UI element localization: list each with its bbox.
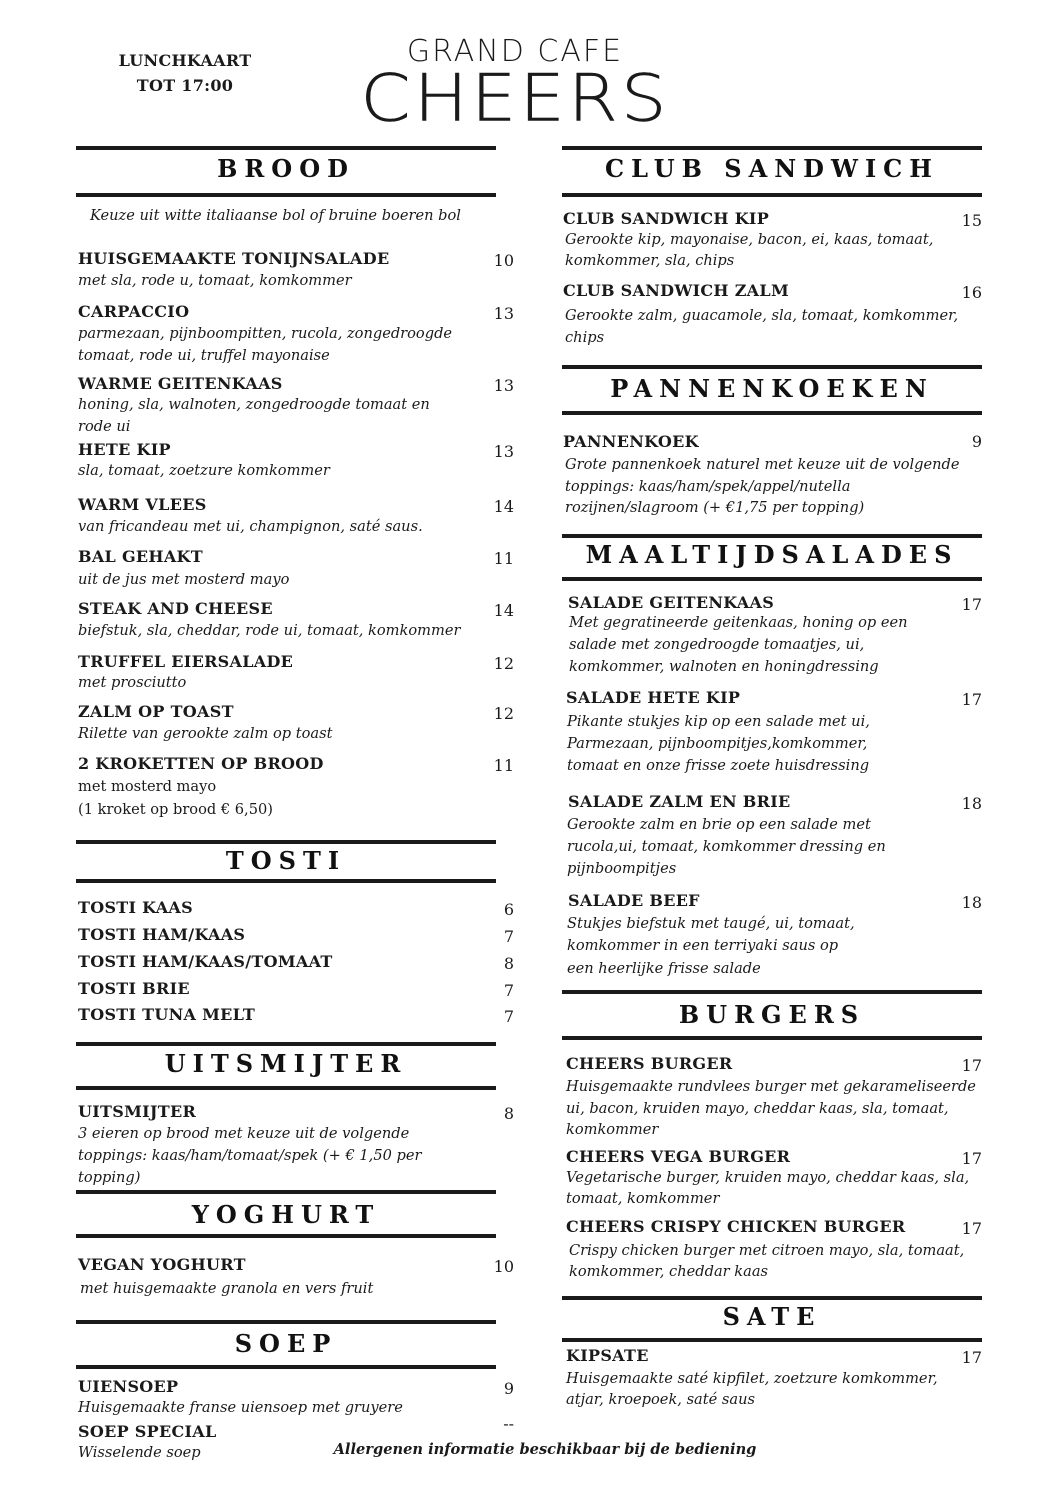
menu-item-description: met huisgemaakte granola en vers fruit [80, 1280, 374, 1297]
menu-item-description: Gerookte kip, mayonaise, bacon, ei, kaas, tomaat, [565, 231, 934, 248]
menu-item-price: 17 [961, 1348, 982, 1367]
menu-item-description: tomaat en onze frisse zoete huisdressing [567, 757, 870, 774]
menu-item-price: -- [503, 1414, 514, 1433]
lunchkaart-label [100, 48, 270, 98]
menu-item-price: 10 [493, 251, 514, 270]
menu-item-description: Huisgemaakte franse uiensoep met gruyere [78, 1399, 403, 1416]
menu-item-price: 8 [503, 954, 514, 973]
menu-item-price: 12 [493, 654, 514, 673]
pannenkoeken-rule-bottom [562, 411, 982, 415]
menu-item-description: komkommer, cheddar kaas [569, 1263, 769, 1280]
menu-item-description: rucola,ui, tomaat, komkommer dressing en [567, 838, 886, 855]
menu-item-description: Gerookte zalm, guacamole, sla, tomaat, komkommer, [565, 307, 959, 324]
menu-item-description: Wisselende soep [78, 1444, 201, 1461]
menu-item-description: topping) [78, 1169, 141, 1186]
menu-item-description: uit de jus met mosterd mayo [78, 571, 290, 588]
menu-item-name: UIENSOEP [78, 1377, 179, 1396]
menu-item-name: TOSTI HAM/KAAS [78, 925, 246, 944]
menu-item-name: SALADE ZALM EN BRIE [568, 792, 791, 811]
menu-item-price: 13 [493, 442, 514, 461]
brood-section-title: BROOD [217, 154, 355, 183]
menu-item-name: VEGAN YOGHURT [78, 1255, 246, 1274]
menu-item-description: met mosterd mayo [78, 778, 217, 795]
menu-item-description: biefstuk, sla, cheddar, rode ui, tomaat, komkommer [78, 622, 461, 639]
menu-item-description: Crispy chicken burger met citroen mayo, sla, tomaat, [569, 1242, 965, 1259]
sate-rule-bottom [562, 1338, 982, 1342]
pannenkoeken-section-title: PANNENKOEKEN [610, 374, 934, 403]
menu-item-price: 16 [961, 283, 982, 302]
menu-item-price: 7 [503, 927, 514, 946]
brood-rule-top [76, 146, 496, 150]
soep-section-title: SOEP [234, 1329, 338, 1358]
menu-item-name: WARME GEITENKAAS [78, 374, 283, 393]
menu-item-description: Parmezaan, pijnboompitjes,komkommer, [567, 735, 868, 752]
menu-item-description: rode ui [78, 418, 131, 435]
menu-item-name: CLUB SANDWICH KIP [563, 209, 770, 228]
menu-item-price: 7 [503, 1007, 514, 1026]
menu-item-name: 2 KROKETTEN OP BROOD [78, 754, 324, 773]
menu-item-name: PANNENKOEK [563, 432, 699, 451]
menu-item-description: parmezaan, pijnboompitten, rucola, zongedroogde [78, 325, 453, 342]
menu-item-name: BAL GEHAKT [78, 547, 203, 566]
menu-item-price: 14 [493, 497, 514, 516]
menu-item-description: Stukjes biefstuk met taugé, ui, tomaat, [567, 915, 855, 932]
yoghurt-section-title: YOGHURT [191, 1200, 381, 1229]
menu-item-price: 17 [961, 1056, 982, 1075]
menu-item-description: salade met zongedroogde tomaatjes, ui, [569, 636, 865, 653]
menu-item-price: 9 [503, 1379, 514, 1398]
menu-item-price: 17 [961, 595, 982, 614]
menu-item-name: CHEERS BURGER [566, 1054, 733, 1073]
menu-item-name: CARPACCIO [78, 302, 190, 321]
menu-item-price: 17 [961, 690, 982, 709]
salades-section-title: MAALTIJDSALADES [585, 540, 959, 569]
menu-item-description: met sla, rode u, tomaat, komkommer [78, 272, 352, 289]
menu-item-price: 13 [493, 376, 514, 395]
menu-item-name: WARM VLEES [78, 495, 207, 514]
yoghurt-rule-bottom [76, 1234, 496, 1238]
menu-item-name: TOSTI KAAS [78, 898, 193, 917]
club-rule-bottom [562, 193, 982, 197]
menu-item-price: 15 [961, 211, 982, 230]
menu-item-name: SALADE GEITENKAAS [568, 593, 775, 612]
menu-item-price: 11 [493, 549, 514, 568]
menu-item-description: komkommer in een terriyaki saus op [567, 937, 839, 954]
brood-rule-bottom [76, 193, 496, 197]
menu-item-price: 18 [961, 794, 982, 813]
menu-item-description: van fricandeau met ui, champignon, saté saus. [78, 518, 423, 535]
menu-item-description: honing, sla, walnoten, zongedroogde tomaat en [78, 396, 430, 413]
menu-item-description: komkommer, walnoten en honingdressing [569, 658, 879, 675]
menu-item-price: 12 [493, 704, 514, 723]
lunch-line-2: TOT 17:00 [136, 76, 234, 95]
club-section-title: CLUB SANDWICH [605, 154, 939, 183]
menu-item-name: ZALM OP TOAST [78, 702, 234, 721]
menu-item-price: 6 [503, 900, 514, 919]
club-rule-top [562, 146, 982, 150]
menu-item-price: 17 [961, 1149, 982, 1168]
menu-item-description: atjar, kroepoek, saté saus [566, 1391, 755, 1408]
uitsmijter-rule-top [76, 1042, 496, 1046]
menu-item-price: 9 [971, 432, 982, 451]
menu-item-name: TOSTI BRIE [78, 979, 190, 998]
menu-item-description: Rilette van gerookte zalm op toast [78, 725, 333, 742]
menu-item-name: KIPSATE [566, 1346, 649, 1365]
menu-item-price: 14 [493, 601, 514, 620]
brood-intro: Keuze uit witte italiaanse bol of bruine boeren bol [90, 207, 461, 224]
menu-item-price: 18 [961, 893, 982, 912]
menu-item-price: 17 [961, 1219, 982, 1238]
menu-item-description: (1 kroket op brood € 6,50) [78, 801, 273, 818]
uitsmijter-section-title: UITSMIJTER [164, 1049, 408, 1078]
menu-item-description: Huisgemaakte rundvlees burger met gekarameliseerde [566, 1078, 976, 1095]
menu-item-description: Met gegratineerde geitenkaas, honing op een [569, 614, 908, 631]
menu-item-name: CLUB SANDWICH ZALM [563, 281, 789, 300]
menu-item-description: komkommer, sla, chips [565, 252, 735, 269]
logo-cheers-text: CHEERS [360, 60, 670, 136]
menu-item-name: CHEERS VEGA BURGER [566, 1147, 791, 1166]
burgers-section-title: BURGERS [678, 1000, 866, 1029]
salades-rule-bottom [562, 577, 982, 581]
menu-item-price: 10 [493, 1257, 514, 1276]
menu-item-description: Huisgemaakte saté kipfilet, zoetzure komkommer, [566, 1370, 938, 1387]
menu-item-name: HETE KIP [78, 440, 171, 459]
menu-item-name: CHEERS CRISPY CHICKEN BURGER [566, 1217, 906, 1236]
menu-item-description: chips [565, 329, 605, 346]
menu-item-price: 8 [503, 1104, 514, 1123]
burgers-rule-top [562, 990, 982, 994]
soep-rule-top [76, 1320, 496, 1324]
menu-item-description: rozijnen/slagroom (+ €1,75 per topping) [565, 499, 865, 516]
menu-item-description: 3 eieren op brood met keuze uit de volgende [78, 1125, 410, 1142]
menu-item-price: 13 [493, 304, 514, 323]
menu-item-description: tomaat, komkommer [566, 1190, 720, 1207]
menu-item-name: TOSTI HAM/KAAS/TOMAAT [78, 952, 333, 971]
yoghurt-rule-top [76, 1190, 496, 1194]
menu-item-description: toppings: kaas/ham/spek/appel/nutella [565, 478, 851, 495]
menu-item-name: TOSTI TUNA MELT [78, 1005, 256, 1024]
uitsmijter-rule-bottom [76, 1086, 496, 1090]
soep-rule-bottom [76, 1365, 496, 1369]
tosti-section-title: TOSTI [225, 846, 347, 875]
menu-item-description: pijnboompitjes [567, 860, 677, 877]
menu-item-description: Pikante stukjes kip op een salade met ui, [567, 713, 870, 730]
menu-item-description: komkommer [566, 1121, 659, 1138]
menu-item-name: SOEP SPECIAL [78, 1422, 217, 1441]
menu-item-description: Grote pannenkoek naturel met keuze uit de volgende [565, 456, 960, 473]
menu-item-description: ui, bacon, kruiden mayo, cheddar kaas, sla, tomaat, [566, 1100, 949, 1117]
logo-cheers [350, 60, 680, 136]
logo-grand-cafe: GRAND CAFE [406, 34, 624, 69]
menu-item-description: met prosciutto [78, 674, 187, 691]
menu-item-description: tomaat, rode ui, truffel mayonaise [78, 347, 330, 364]
menu-item-description: Vegetarische burger, kruiden mayo, cheddar kaas, sla, [566, 1169, 970, 1186]
lunch-line-1: LUNCHKAART [118, 51, 252, 70]
menu-item-name: UITSMIJTER [78, 1102, 197, 1121]
menu-item-name: HUISGEMAAKTE TONIJNSALADE [78, 249, 390, 268]
sate-section-title: SATE [722, 1302, 822, 1331]
menu-item-description: sla, tomaat, zoetzure komkommer [78, 462, 330, 479]
menu-item-name: TRUFFEL EIERSALADE [78, 652, 294, 671]
menu-item-description: toppings: kaas/ham/tomaat/spek (+ € 1,50 per [78, 1147, 422, 1164]
allergen-footer: Allergenen informatie beschikbaar bij de bediening [333, 1441, 757, 1458]
menu-item-description: een heerlijke frisse salade [567, 960, 761, 977]
menu-item-name: SALADE BEEF [568, 891, 700, 910]
menu-item-name: STEAK AND CHEESE [78, 599, 273, 618]
pannenkoeken-rule-top [562, 365, 982, 369]
menu-item-name: SALADE HETE KIP [566, 688, 741, 707]
menu-item-description: Gerookte zalm en brie op een salade met [567, 816, 871, 833]
tosti-rule-bottom [76, 879, 496, 883]
menu-item-price: 11 [493, 756, 514, 775]
menu-item-price: 7 [503, 981, 514, 1000]
burgers-rule-bottom [562, 1036, 982, 1040]
